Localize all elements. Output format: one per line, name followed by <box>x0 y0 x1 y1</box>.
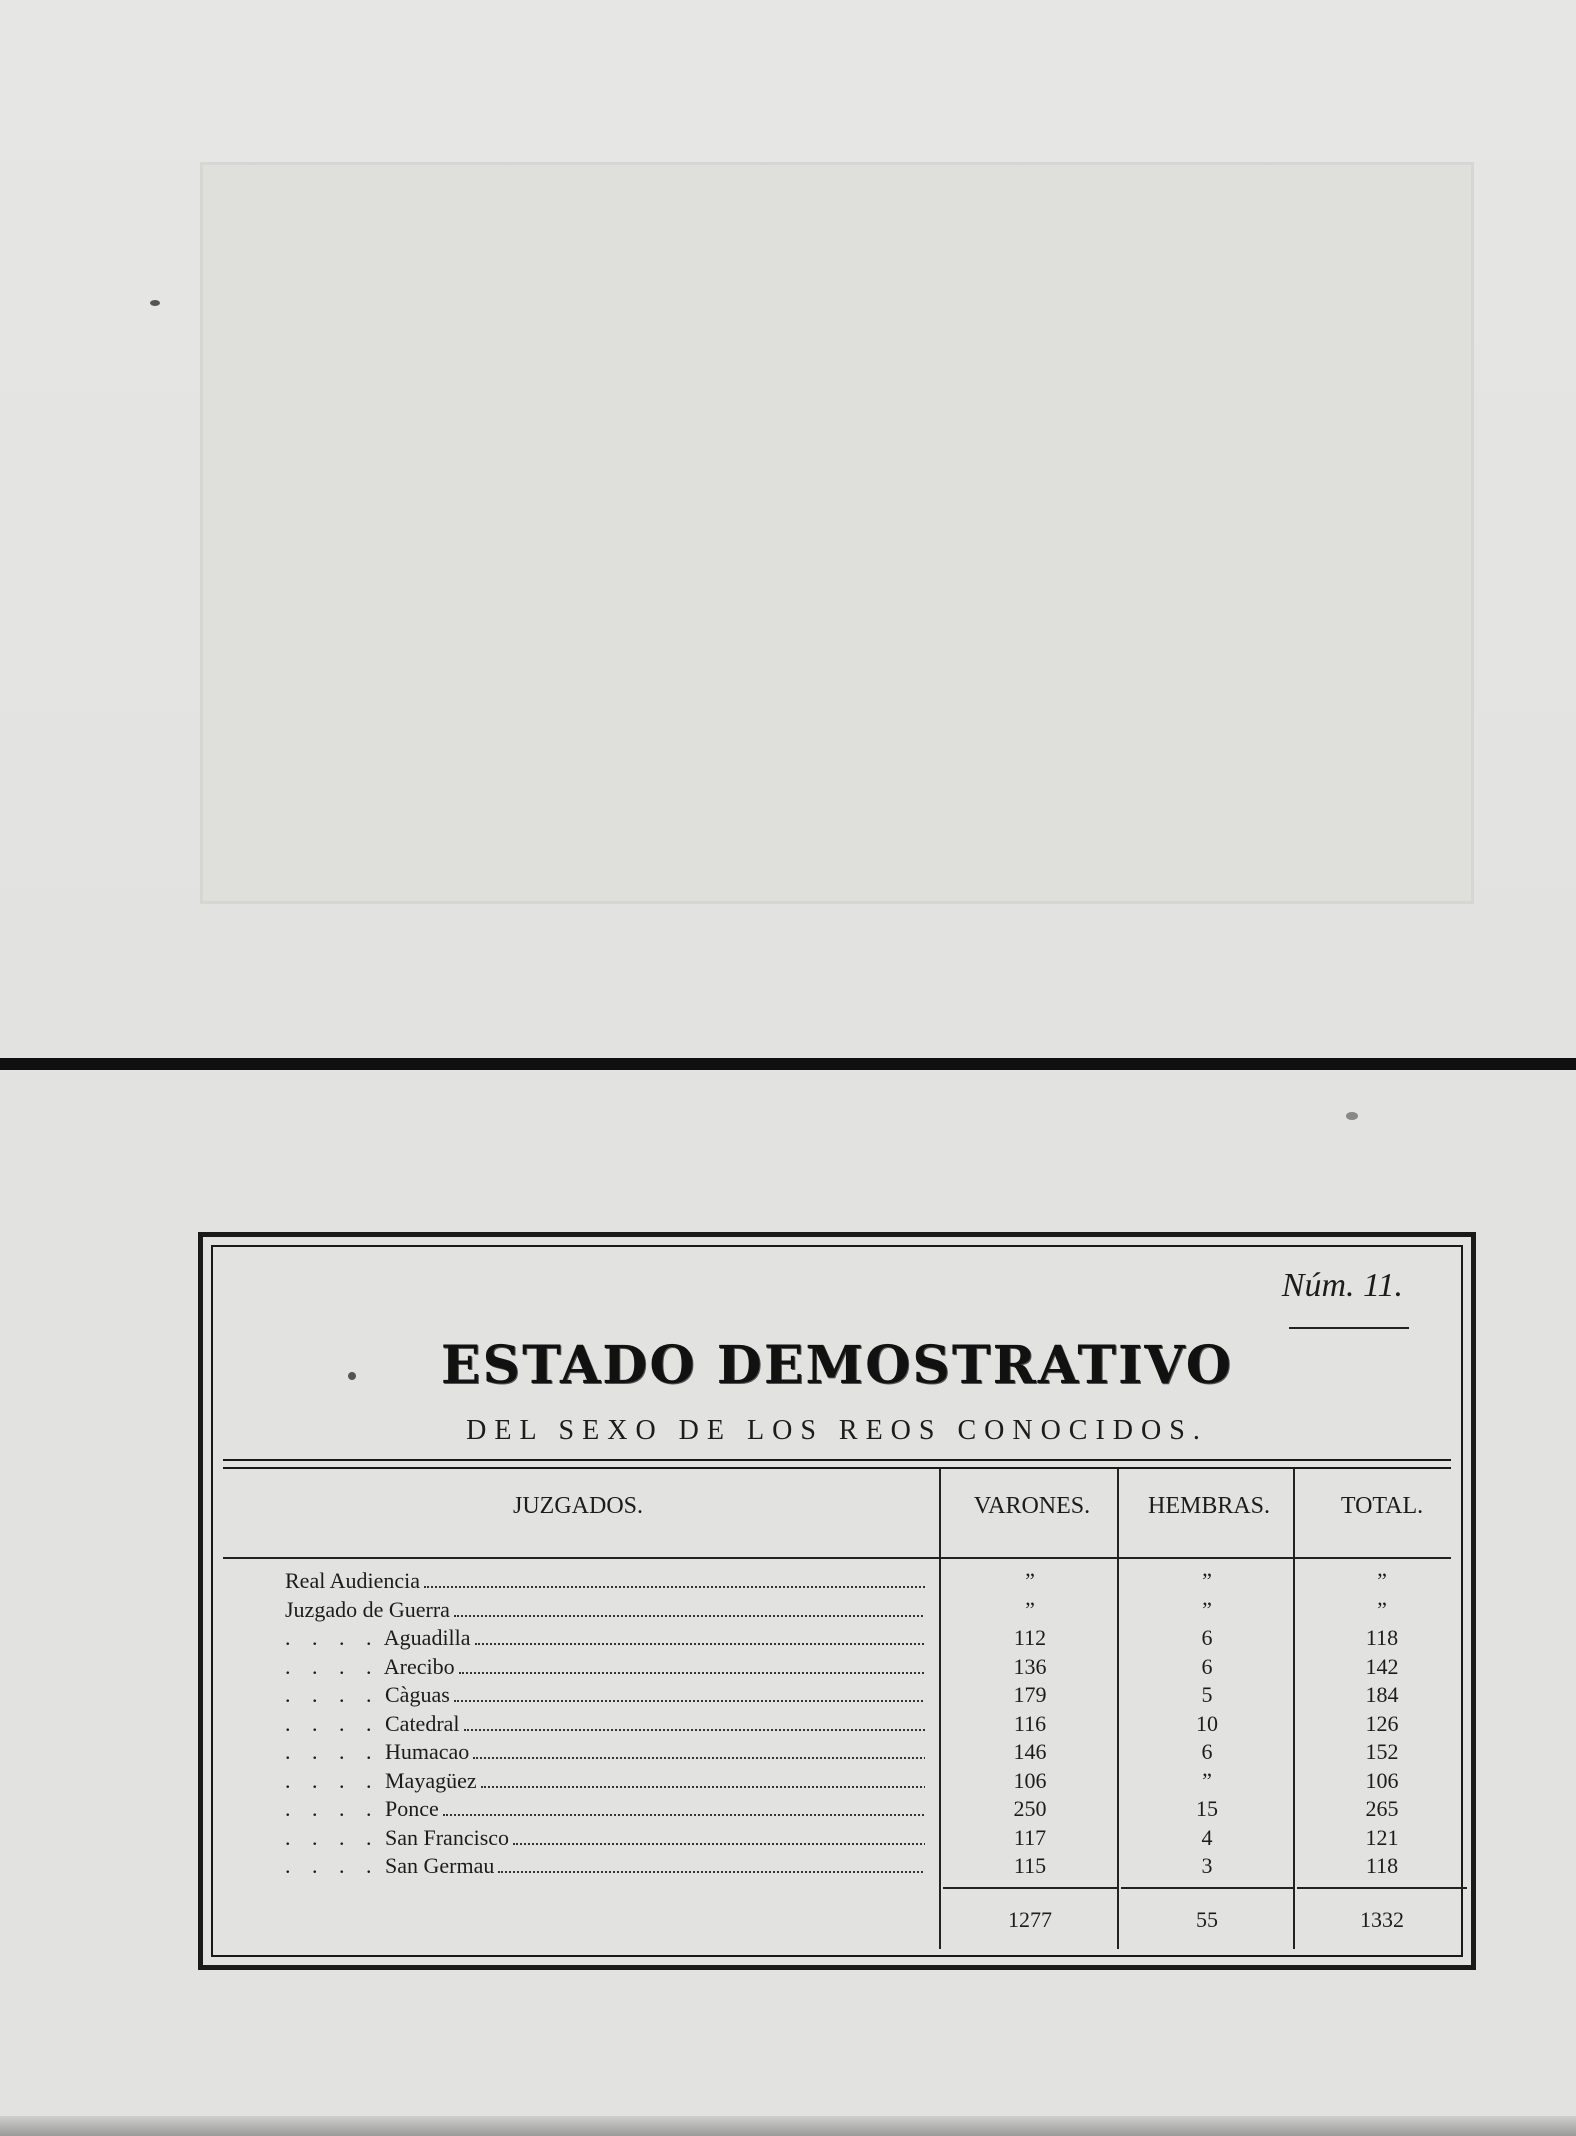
hembras-cell: 6 <box>1201 1653 1213 1679</box>
header-hembras: HEMBRAS. <box>1147 1493 1271 1519</box>
varones-cell: ” <box>1025 1568 1035 1593</box>
upper-page <box>0 0 1576 1062</box>
row-label: . . . . Arecibo <box>285 1653 925 1682</box>
page-fold-line <box>0 1058 1576 1070</box>
table-row <box>213 1824 1473 1853</box>
page-edge <box>0 2116 1576 2136</box>
row-label: . . . . Ponce <box>285 1795 925 1824</box>
total-cell: 118 <box>1365 1853 1399 1878</box>
varones-cell: 146 <box>1013 1739 1047 1764</box>
table-row <box>213 1852 1473 1881</box>
varones-cell: 250 <box>1013 1796 1047 1821</box>
table-row <box>213 1767 1473 1796</box>
hembras-cell: 6 <box>1201 1625 1213 1650</box>
grand-total: 1332 <box>1360 1907 1404 1932</box>
row-label: . . . . Catedral <box>285 1710 925 1739</box>
total-cell: 184 <box>1365 1682 1399 1707</box>
hembras-cell: ” <box>1202 1568 1212 1593</box>
row-label: . . . . Mayagüez <box>285 1767 925 1796</box>
hembras-cell: 3 <box>1201 1853 1213 1878</box>
ink-speck <box>150 300 160 306</box>
hembras-cell: ” <box>1202 1767 1212 1793</box>
total-cell: 118 <box>1365 1625 1399 1650</box>
total-cell: 121 <box>1365 1824 1399 1850</box>
number-label: Núm. 11. <box>1281 1267 1403 1304</box>
total-cell: 142 <box>1365 1653 1399 1679</box>
varones-cell: 179 <box>1013 1682 1047 1707</box>
document-title: ESTADO DEMOSTRATIVO <box>440 1335 1234 1396</box>
total-hembras: 55 <box>1196 1907 1218 1932</box>
hembras-cell: 6 <box>1201 1739 1213 1764</box>
table-inner-border <box>211 1245 1463 1957</box>
hembras-cell: ” <box>1202 1596 1212 1622</box>
sum-rule <box>1121 1887 1293 1889</box>
row-label: . . . . San Germau <box>285 1852 925 1881</box>
table-row <box>213 1738 1473 1767</box>
sum-rule <box>943 1887 1117 1889</box>
table-row <box>213 1596 1473 1625</box>
table-row <box>213 1795 1473 1824</box>
total-cell: 126 <box>1365 1710 1399 1736</box>
total-varones: 1277 <box>1008 1907 1052 1932</box>
table-frame <box>198 1232 1476 1970</box>
number-underline <box>1289 1327 1409 1329</box>
varones-cell: 106 <box>1013 1767 1047 1793</box>
varones-cell: 116 <box>1013 1710 1047 1736</box>
header-juzgados: JUZGADOS. <box>512 1493 643 1519</box>
table-row <box>213 1681 1473 1710</box>
header-total: TOTAL. <box>1340 1493 1424 1519</box>
varones-cell: ” <box>1025 1596 1035 1622</box>
hembras-cell: 10 <box>1196 1710 1218 1736</box>
table-body <box>213 1567 1473 1881</box>
header-rule <box>223 1557 1451 1559</box>
table-row <box>213 1653 1473 1682</box>
total-cell: 106 <box>1365 1767 1399 1793</box>
row-label: Juzgado de Guerra <box>285 1596 925 1625</box>
hembras-cell: 5 <box>1201 1682 1213 1707</box>
ink-speck <box>1346 1112 1358 1120</box>
total-cell: 152 <box>1365 1739 1399 1764</box>
table-row <box>213 1567 1473 1596</box>
row-label: Real Audiencia <box>285 1567 925 1596</box>
table-row <box>213 1710 1473 1739</box>
header-varones: VARONES. <box>973 1493 1091 1519</box>
total-cell: 265 <box>1365 1796 1399 1821</box>
varones-cell: 115 <box>1013 1853 1047 1878</box>
hembras-cell: 15 <box>1196 1796 1218 1821</box>
title-divider <box>223 1459 1451 1469</box>
row-label: . . . . Humacao <box>285 1738 925 1767</box>
row-label: . . . . Càguas <box>285 1681 925 1710</box>
varones-cell: 136 <box>1013 1653 1047 1679</box>
row-label: . . . . San Francisco <box>285 1824 925 1853</box>
varones-cell: 117 <box>1013 1824 1047 1850</box>
show-through-frame <box>200 162 1474 904</box>
total-cell: ” <box>1377 1596 1387 1622</box>
table-row <box>213 1624 1473 1653</box>
total-cell: ” <box>1377 1568 1387 1593</box>
document-subtitle: DEL SEXO DE LOS REOS CONOCIDOS. <box>466 1415 1208 1446</box>
hembras-cell: 4 <box>1201 1824 1213 1850</box>
varones-cell: 112 <box>1013 1625 1047 1650</box>
row-label: . . . . Aguadilla <box>285 1624 925 1653</box>
sum-rule <box>1297 1887 1467 1889</box>
